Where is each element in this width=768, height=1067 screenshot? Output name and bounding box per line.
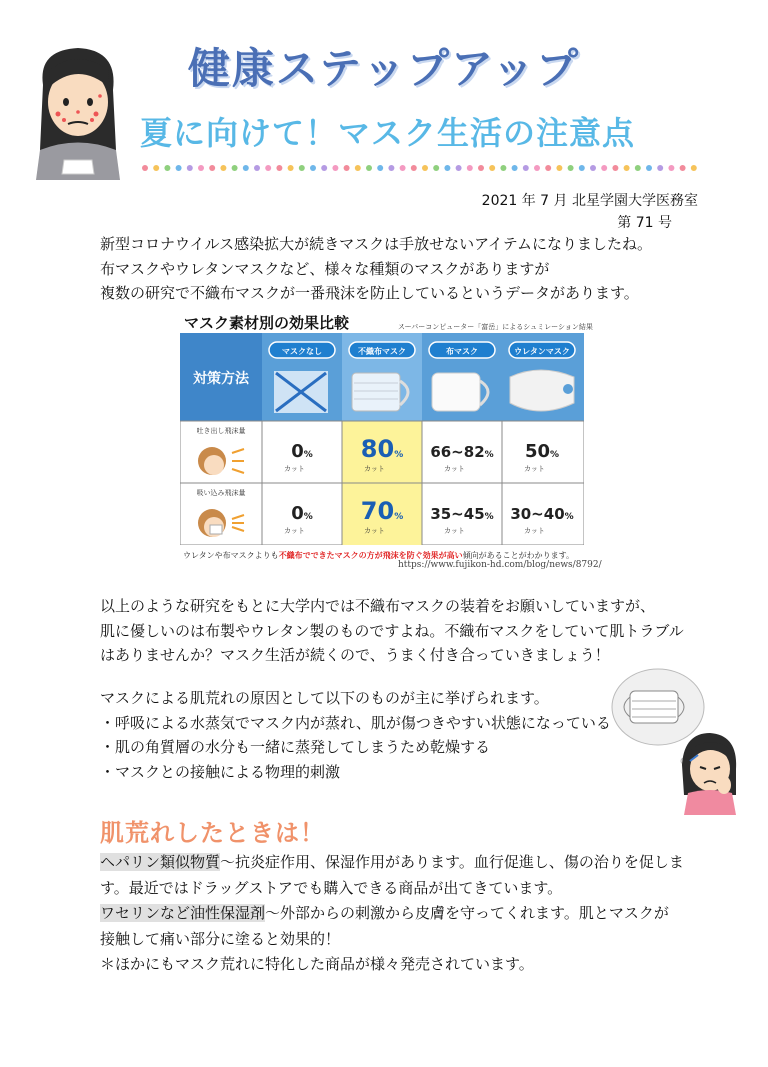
source-url[interactable]: https://www.fujikon-hd.com/blog/news/8792/ [398,560,602,570]
person-exhale-icon [198,447,244,475]
divider-dot [153,165,159,171]
section-heading: 肌荒れしたときは！ [100,819,325,847]
divider-dot [187,165,193,171]
divider-dot [332,165,338,171]
table-value: 0% [291,441,313,462]
remedy-item [100,850,684,876]
remedy-item [100,901,684,927]
cause-item: ・肌の角質層の水分も一緒に蒸発してしまうため乾燥する [100,738,491,756]
divider-dot [422,165,428,171]
divider-dot [646,165,652,171]
divider-dot [198,165,204,171]
header-label: 対策方法 [193,371,249,387]
column-label: 布マスク [446,347,478,356]
table-unit: カット [364,465,385,473]
divider-dot [579,165,585,171]
mask-comparison-table [180,333,584,545]
remedy-line: 接触して痛い部分に塗ると効果的！ [100,929,341,948]
table-unit: カット [284,527,305,535]
divider-dot [243,165,249,171]
para-line: はありませんか？マスク生活が続くので、うまく付き合っていきましょう！ [100,646,610,664]
divider-dot [388,165,394,171]
nonwoven-mask-icon [352,373,408,411]
cause-item: ・マスクとの接触による物理的刺激 [100,762,341,781]
divider-dot [612,165,618,171]
table-value: 0% [291,503,313,524]
divider-dot [500,165,506,171]
divider-dot [366,165,372,171]
divider-dot [321,165,327,171]
divider-dot [624,165,630,171]
divider-dot [601,165,607,171]
divider-dot [344,165,350,171]
divider-dot [512,165,518,171]
intro-paragraph [100,232,652,306]
divider-dot [310,165,316,171]
divider-dot [220,165,226,171]
date-and-office: 2021 年 7 月 北星学園大学医務室 [481,193,698,209]
no-mask-icon [274,371,328,413]
caption-highlight: 不織布でできたマスクの方が飛沫を防ぐ効果が高い [278,551,463,560]
table-value: 70% [360,497,404,525]
table-unit: カット [444,527,465,535]
divider-dot [691,165,697,171]
table-value: 35~45% [430,505,494,523]
decorative-dot-divider [140,163,700,173]
para-line: 肌に優しいのは布製やウレタン製のものですよね。不織布マスクをしていて肌トラブル [100,621,684,640]
table-value: 50% [524,441,560,462]
column-label: ウレタンマスク [514,347,570,356]
divider-dot [668,165,674,171]
newsletter-title: 健康ステップアップ [187,44,581,93]
table-unit: カット [444,465,465,473]
caption-suffix: 傾向があることがわかります。 [462,551,575,560]
table-unit: カット [284,465,305,473]
table-unit: カット [524,527,545,535]
divider-dot [456,165,462,171]
urethane-mask-icon [510,370,574,411]
cloth-mask-icon [432,373,488,411]
newsletter-subtitle: 夏に向けて！マスク生活の注意点 [140,114,636,152]
divider-dot [489,165,495,171]
divider-dot [411,165,417,171]
divider-dot [523,165,529,171]
divider-dot [478,165,484,171]
divider-dot [142,165,148,171]
divider-dot [680,165,686,171]
table-value: 30~40% [510,505,574,523]
worried-girl-thinking-mask-icon [600,665,740,815]
column-label: マスクなし [282,347,322,356]
remedy-note: ＊ほかにもマスク荒れに特化した商品が様々発売されています。 [100,955,534,973]
remedy-line: す。最近ではドラッグストアでも購入できる商品が出てきています。 [100,878,563,897]
column-label: 不織布マスク [358,347,406,356]
remedies-body [100,850,684,978]
divider-dot [232,165,238,171]
causes-paragraph [100,686,611,784]
divider-dot [164,165,170,171]
divider-dot [400,165,406,171]
divider-dot [433,165,439,171]
para-line: マスクによる肌荒れの原因として以下のものが主に挙げられます。 [100,689,549,707]
divider-dot [556,165,562,171]
divider-dot [444,165,450,171]
divider-dot [299,165,305,171]
remedy-description: ～外部からの刺激から皮膚を守ってくれます。肌とマスクが [265,904,669,922]
divider-dot [545,165,551,171]
row-label: 吸い込み飛沫量 [196,489,246,497]
divider-dot [355,165,361,171]
chart-source-note: スーパーコンピューター「富岳」によるシュミレーション結果 [398,323,593,331]
caption-prefix: ウレタンや布マスクよりも [183,551,279,560]
research-paragraph [100,594,684,668]
table-unit: カット [364,527,385,535]
divider-dot [276,165,282,171]
intro-line: 布マスクやウレタンマスクなど、様々な種類のマスクがありますが [100,259,550,278]
intro-line: 複数の研究で不織布マスクが一番飛沫を防止しているというデータがあります。 [100,284,639,302]
divider-dot [635,165,641,171]
divider-dot [265,165,271,171]
divider-dot [467,165,473,171]
issue-number: 第 71 号 [617,215,672,231]
divider-dot [288,165,294,171]
divider-dot [209,165,215,171]
divider-dot [254,165,260,171]
remedy-term: ヘパリン類似物質 [100,853,221,871]
intro-line: 新型コロナウイルス感染拡大が続きマスクは手放せないアイテムになりましたね。 [100,235,653,253]
table-value: 80% [360,435,404,463]
chart-title: マスク素材別の効果比較 [184,314,350,332]
divider-dot [377,165,383,171]
divider-dot [568,165,574,171]
para-line: 以上のような研究をもとに大学内では不織布マスクの装着をお願いしていますが、 [100,597,656,615]
divider-dot [534,165,540,171]
remedy-term: ワセリンなど油性保湿剤 [100,904,266,922]
divider-dot [176,165,182,171]
divider-dot [657,165,663,171]
divider-dot [590,165,596,171]
cause-item: ・呼吸による水蒸気でマスク内が蒸れ、肌が傷つきやすい状態になっている [100,713,611,732]
row-label: 吐き出し飛沫量 [196,427,246,435]
table-unit: カット [524,465,545,473]
remedy-description: ～抗炎症作用、保湿作用があります。血行促進し、傷の治りを促しま [220,853,684,871]
table-value: 66~82% [430,443,494,461]
